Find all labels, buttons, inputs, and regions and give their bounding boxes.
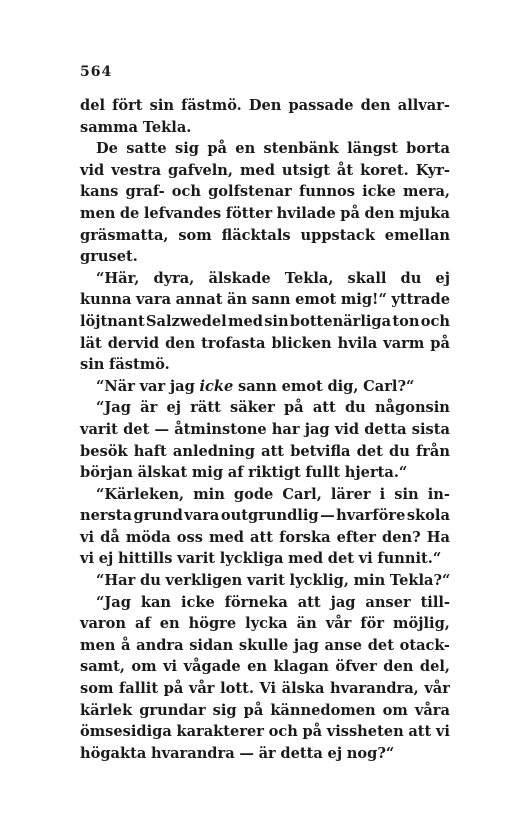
word: å bbox=[121, 636, 131, 654]
word: Kyr- bbox=[415, 161, 450, 179]
word: förneka bbox=[224, 593, 288, 611]
word: den bbox=[364, 204, 395, 222]
word: varm bbox=[383, 334, 425, 352]
word: jag bbox=[169, 377, 195, 395]
word: fört bbox=[112, 97, 143, 114]
word: sin bbox=[394, 485, 419, 503]
word: — bbox=[320, 507, 335, 525]
word: mjuka bbox=[399, 204, 450, 222]
word: på bbox=[243, 701, 264, 719]
word: Den bbox=[248, 97, 282, 114]
word: ej bbox=[435, 269, 450, 287]
word: “Här, bbox=[96, 269, 140, 287]
word: mig bbox=[191, 464, 224, 482]
text-line bbox=[80, 203, 450, 225]
text-line bbox=[80, 117, 450, 139]
word: Carl, bbox=[282, 485, 322, 503]
word: än bbox=[296, 615, 317, 633]
word: “Har bbox=[96, 572, 136, 590]
word: varit bbox=[246, 572, 285, 590]
text-line bbox=[80, 462, 450, 484]
word: det bbox=[356, 442, 383, 460]
word: hjerta.“ bbox=[344, 464, 408, 482]
text-line bbox=[80, 505, 450, 527]
word: besök bbox=[80, 442, 128, 460]
word: ej bbox=[327, 744, 343, 762]
word: Tekla?“ bbox=[389, 572, 451, 590]
word: varit bbox=[177, 550, 216, 568]
word: yttrade bbox=[391, 291, 450, 309]
word: golfstenar bbox=[208, 183, 292, 201]
word: lott. bbox=[220, 680, 254, 698]
word: längst bbox=[347, 140, 398, 158]
word: af bbox=[134, 615, 151, 633]
word: är bbox=[258, 744, 276, 762]
word: icke bbox=[362, 183, 396, 201]
word: passade bbox=[288, 97, 354, 114]
word: sann bbox=[237, 377, 277, 395]
word: lyckliga bbox=[219, 550, 284, 568]
word: den bbox=[165, 334, 196, 352]
text-line bbox=[80, 397, 450, 419]
word: fläcktals bbox=[221, 226, 291, 244]
word: mig!“ bbox=[340, 291, 387, 309]
word: men bbox=[80, 204, 116, 222]
word: nersta bbox=[80, 507, 132, 525]
word: är bbox=[140, 399, 158, 417]
word: sig bbox=[212, 701, 237, 719]
word: efter bbox=[336, 528, 376, 546]
word: sin bbox=[264, 312, 289, 330]
word: detta bbox=[280, 744, 323, 762]
word: högre bbox=[188, 615, 237, 633]
word: du bbox=[400, 269, 422, 287]
word: med bbox=[239, 161, 275, 179]
word: detta bbox=[364, 420, 407, 438]
word: jag bbox=[304, 420, 330, 438]
word: sin bbox=[80, 356, 105, 374]
word: på bbox=[163, 680, 184, 698]
word: säker bbox=[230, 399, 275, 417]
word: “Kärleken, bbox=[96, 485, 185, 503]
word: lycka bbox=[245, 615, 288, 633]
word: hvarandra bbox=[151, 744, 235, 762]
word: ej bbox=[166, 399, 182, 417]
word: den bbox=[360, 97, 391, 114]
word: till- bbox=[420, 593, 450, 611]
word: vestra bbox=[111, 161, 162, 179]
word: hvarföre bbox=[336, 507, 406, 525]
word: vid bbox=[80, 161, 105, 179]
word: vi bbox=[80, 550, 95, 568]
word: nog?“ bbox=[346, 744, 395, 762]
word: med bbox=[209, 528, 244, 546]
word: verkligen bbox=[165, 572, 243, 590]
word: vår bbox=[424, 680, 450, 698]
word: “Jag bbox=[96, 593, 131, 611]
page-text bbox=[80, 95, 450, 764]
word: älskat bbox=[137, 464, 188, 482]
word: borta bbox=[406, 140, 450, 158]
word: fallit bbox=[118, 680, 159, 698]
word: och bbox=[420, 312, 450, 330]
text-line bbox=[80, 441, 450, 463]
word: att bbox=[408, 723, 432, 741]
word: dyra, bbox=[153, 269, 195, 287]
word: Tekla. bbox=[142, 118, 192, 136]
text-line bbox=[80, 743, 450, 765]
text-line bbox=[80, 613, 450, 635]
text-line bbox=[80, 592, 450, 614]
word: för bbox=[360, 615, 385, 633]
word: med bbox=[228, 312, 263, 330]
word: outgrundlig bbox=[220, 507, 319, 525]
word: annat bbox=[175, 291, 223, 309]
word: graf- bbox=[125, 183, 165, 201]
word: vissheten bbox=[326, 723, 404, 741]
word: det bbox=[367, 636, 394, 654]
text-line bbox=[80, 311, 450, 333]
word: löjtnant bbox=[80, 312, 145, 330]
word: hvilade bbox=[276, 204, 336, 222]
word: lefvandes bbox=[143, 204, 222, 222]
word: den bbox=[383, 658, 414, 676]
word: dig, bbox=[327, 377, 359, 395]
word: och bbox=[268, 723, 298, 741]
word: icke bbox=[199, 377, 234, 395]
word: mera, bbox=[403, 183, 450, 201]
text-line bbox=[80, 721, 450, 743]
word: att bbox=[297, 593, 321, 611]
word: att bbox=[312, 399, 336, 417]
text-line bbox=[80, 268, 450, 290]
text-line bbox=[80, 527, 450, 549]
word: satte bbox=[126, 140, 167, 158]
word: fästmö. bbox=[181, 97, 242, 114]
word: jag bbox=[330, 593, 356, 611]
word: lät bbox=[80, 334, 102, 352]
word: grundar bbox=[139, 701, 206, 719]
word: kan bbox=[140, 593, 172, 611]
word: i bbox=[379, 485, 386, 503]
word: samt, bbox=[80, 658, 125, 676]
word: på bbox=[283, 399, 304, 417]
word: haft bbox=[133, 442, 167, 460]
word: funnit.“ bbox=[377, 550, 442, 568]
word: vi bbox=[435, 723, 450, 741]
word: del, bbox=[419, 658, 450, 676]
word: vid bbox=[334, 420, 360, 438]
word: emot bbox=[281, 377, 323, 395]
word: hittills bbox=[117, 550, 173, 568]
word: Tekla, bbox=[284, 269, 334, 287]
word: oss bbox=[176, 528, 203, 546]
text-line bbox=[80, 376, 450, 398]
word: hvarandra, bbox=[330, 680, 419, 698]
text-line bbox=[80, 656, 450, 678]
word: trofasta bbox=[201, 334, 266, 352]
word: utsigt bbox=[281, 161, 330, 179]
word: ton bbox=[392, 312, 420, 330]
word: in- bbox=[427, 485, 450, 503]
word: rätt bbox=[190, 399, 221, 417]
text-line bbox=[80, 700, 450, 722]
page-number: 564 bbox=[80, 64, 113, 80]
word: på bbox=[340, 204, 360, 222]
text-line bbox=[80, 333, 450, 355]
word: funnos bbox=[298, 183, 356, 201]
word: den? bbox=[382, 528, 421, 546]
word: icke bbox=[180, 593, 215, 611]
word: åt bbox=[336, 161, 354, 179]
word: andra bbox=[136, 636, 184, 654]
text-line bbox=[80, 160, 450, 182]
book-page bbox=[80, 63, 450, 764]
word: sin bbox=[149, 97, 174, 114]
word: Ha bbox=[426, 528, 450, 546]
text-line bbox=[80, 419, 450, 441]
word: anser bbox=[365, 593, 411, 611]
text-line bbox=[80, 635, 450, 657]
word: blicken bbox=[271, 334, 332, 352]
word: att bbox=[261, 442, 285, 460]
text-line bbox=[80, 138, 450, 160]
word: en bbox=[247, 658, 268, 676]
word: gode bbox=[233, 485, 274, 503]
word: en bbox=[159, 615, 180, 633]
word: på bbox=[302, 723, 323, 741]
word: älska bbox=[281, 680, 325, 698]
word: kans bbox=[80, 183, 119, 201]
word: de bbox=[119, 204, 140, 222]
word: anledning bbox=[172, 442, 255, 460]
word: gafveln, bbox=[168, 161, 233, 179]
word: samma bbox=[80, 118, 139, 136]
word: vi bbox=[163, 658, 178, 676]
word: fästmö. bbox=[109, 356, 170, 374]
word: det bbox=[123, 420, 150, 438]
word: var bbox=[139, 377, 166, 395]
text-line bbox=[80, 484, 450, 506]
word: du bbox=[344, 399, 366, 417]
word: men bbox=[80, 636, 116, 654]
word: skall bbox=[347, 269, 387, 287]
word: vara bbox=[184, 507, 220, 525]
word: skola bbox=[406, 507, 450, 525]
text-line bbox=[80, 678, 450, 700]
text-line bbox=[80, 225, 450, 247]
word: vår bbox=[325, 615, 352, 633]
word: vågade bbox=[183, 658, 241, 676]
word: fötter bbox=[225, 204, 273, 222]
word: början bbox=[80, 464, 133, 482]
word: otack- bbox=[399, 636, 450, 654]
word: lärer bbox=[330, 485, 371, 503]
word: jag bbox=[293, 636, 319, 654]
word: än bbox=[227, 291, 248, 309]
word: — bbox=[239, 744, 254, 762]
word: det bbox=[327, 550, 354, 568]
word: vara bbox=[135, 291, 172, 309]
word: med bbox=[288, 550, 324, 568]
word: lycklig, bbox=[289, 572, 349, 590]
word: vår bbox=[188, 680, 215, 698]
word: att bbox=[250, 528, 273, 546]
word: min bbox=[353, 572, 386, 590]
word: ej bbox=[98, 550, 114, 568]
text-line bbox=[80, 246, 450, 268]
word: varit bbox=[80, 420, 118, 438]
word: vi bbox=[358, 550, 373, 568]
word: åtminstone bbox=[174, 420, 267, 438]
word: riktigt bbox=[248, 464, 301, 482]
word: vi bbox=[80, 528, 95, 546]
word: min bbox=[193, 485, 225, 503]
word: “Jag bbox=[96, 399, 131, 417]
word: kärlek bbox=[80, 701, 133, 719]
word: våra bbox=[414, 701, 450, 719]
word: Salzwedel bbox=[146, 312, 227, 330]
word: varon bbox=[80, 615, 126, 633]
word: från bbox=[415, 442, 450, 460]
word: emellan bbox=[384, 226, 450, 244]
word: som bbox=[80, 680, 114, 698]
word: ömsesidiga bbox=[80, 723, 172, 741]
word: allvar- bbox=[397, 97, 450, 114]
word: möjlig, bbox=[393, 615, 450, 633]
word: du bbox=[140, 572, 161, 590]
word: på bbox=[430, 334, 450, 352]
word: Carl?“ bbox=[363, 377, 415, 395]
word: De bbox=[96, 140, 118, 158]
word: du bbox=[389, 442, 410, 460]
word: högakta bbox=[80, 744, 147, 762]
text-line bbox=[80, 289, 450, 311]
word: bottenärliga bbox=[289, 312, 392, 330]
word: som bbox=[178, 226, 212, 244]
word: koret. bbox=[360, 161, 409, 179]
word: gräsmatta, bbox=[80, 226, 169, 244]
word: karakterer bbox=[176, 723, 264, 741]
word: stenbänk bbox=[263, 140, 339, 158]
word: öfver bbox=[335, 658, 377, 676]
word: gruset. bbox=[80, 248, 138, 266]
word: af bbox=[227, 464, 244, 482]
text-line bbox=[80, 181, 450, 203]
text-line bbox=[80, 95, 450, 117]
text-line bbox=[80, 548, 450, 570]
word: fullt bbox=[305, 464, 341, 482]
word: uppstack bbox=[300, 226, 375, 244]
word: sann bbox=[251, 291, 291, 309]
word: sig bbox=[175, 140, 199, 158]
word: — bbox=[154, 420, 170, 438]
text-line bbox=[80, 570, 450, 592]
word: grund bbox=[133, 507, 183, 525]
word: anse bbox=[324, 636, 363, 654]
word: älskade bbox=[208, 269, 271, 287]
word: kunna bbox=[80, 291, 132, 309]
word: Vi bbox=[259, 680, 277, 698]
word: och bbox=[171, 183, 201, 201]
word: en bbox=[235, 140, 256, 158]
word: dervid bbox=[107, 334, 160, 352]
word: möda bbox=[125, 528, 171, 546]
word: sidan bbox=[189, 636, 234, 654]
word: på bbox=[207, 140, 227, 158]
word: sista bbox=[411, 420, 450, 438]
word: “När bbox=[96, 377, 135, 395]
word: emot bbox=[295, 291, 337, 309]
word: har bbox=[271, 420, 300, 438]
word: del bbox=[80, 97, 106, 114]
word: kännedomen bbox=[270, 701, 376, 719]
word: skulle bbox=[238, 636, 289, 654]
word: om bbox=[131, 658, 157, 676]
word: då bbox=[100, 528, 120, 546]
word: forska bbox=[279, 528, 331, 546]
word: klagan bbox=[273, 658, 329, 676]
text-line bbox=[80, 354, 450, 376]
word: någonsin bbox=[374, 399, 450, 417]
word: hvila bbox=[337, 334, 378, 352]
word: betvifla bbox=[290, 442, 351, 460]
word: om bbox=[382, 701, 408, 719]
